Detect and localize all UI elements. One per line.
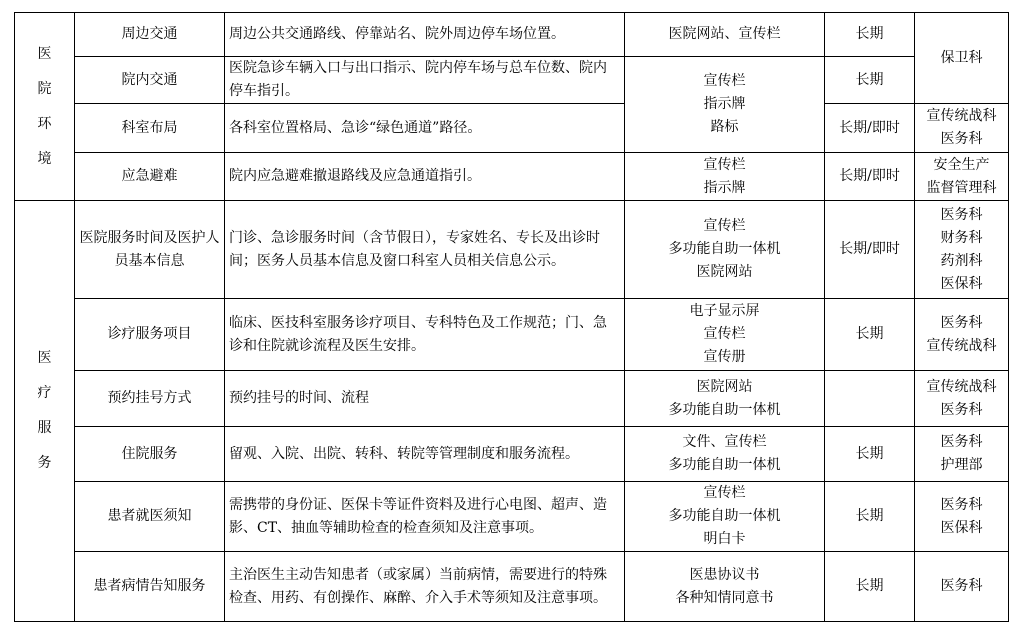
channel-cell: 医院网站 多功能自助一体机 xyxy=(625,371,825,427)
channel-cell: 医患协议书 各种知情同意书 xyxy=(625,552,825,622)
content-cell: 需携带的身份证、医保卡等证件资料及进行心电图、超声、造影、CT、抽血等辅助检查的检查须知及注意事项。 xyxy=(225,482,625,552)
table-row xyxy=(15,371,1009,427)
dept-cell: 保卫科 xyxy=(915,13,1009,104)
item-cell: 患者病情告知服务 xyxy=(75,552,225,622)
term-cell: 长期 xyxy=(825,299,915,371)
channel-cell: 宣传栏 指示牌 xyxy=(625,153,825,201)
content-cell: 院内应急避难撤退路线及应急通道指引。 xyxy=(225,153,625,201)
item-cell: 预约挂号方式 xyxy=(75,371,225,427)
channel-cell: 电子显示屏 宣传栏 宣传册 xyxy=(625,299,825,371)
term-cell: 长期/即时 xyxy=(825,201,915,299)
term-cell: 长期/即时 xyxy=(825,104,915,153)
channel-cell: 宣传栏 指示牌 路标 xyxy=(625,57,825,153)
section-label-medical-service: 医 疗 服 务 xyxy=(15,201,75,622)
item-cell: 医院服务时间及医护人员基本信息 xyxy=(75,201,225,299)
table-row xyxy=(15,482,1009,552)
term-cell: 长期 xyxy=(825,57,915,104)
content-cell: 预约挂号的时间、流程 xyxy=(225,371,625,427)
item-cell: 院内交通 xyxy=(75,57,225,104)
dept-cell: 医务科 xyxy=(915,552,1009,622)
term-cell: 长期 xyxy=(825,482,915,552)
dept-cell: 医务科 财务科 药剂科 医保科 xyxy=(915,201,1009,299)
table-row xyxy=(15,13,1009,57)
item-cell: 住院服务 xyxy=(75,427,225,482)
content-cell: 临床、医技科室服务诊疗项目、专科特色及工作规范；门、急诊和住院就诊流程及医生安排。 xyxy=(225,299,625,371)
item-cell: 科室布局 xyxy=(75,104,225,153)
section-label-environment: 医 院 环 境 xyxy=(15,13,75,201)
table-row xyxy=(15,427,1009,482)
table-row xyxy=(15,153,1009,201)
table-row xyxy=(15,104,1009,153)
content-cell: 医院急诊车辆入口与出口指示、院内停车场与总车位数、院内停车指引。 xyxy=(225,57,625,104)
content-cell: 周边公共交通路线、停靠站名、院外周边停车场位置。 xyxy=(225,13,625,57)
content-cell: 留观、入院、出院、转科、转院等管理制度和服务流程。 xyxy=(225,427,625,482)
disclosure-table xyxy=(14,12,1009,622)
channel-cell: 宣传栏 多功能自助一体机 医院网站 xyxy=(625,201,825,299)
content-cell: 门诊、急诊服务时间（含节假日），专家姓名、专长及出诊时间；医务人员基本信息及窗口科室人员相关信息公示。 xyxy=(225,201,625,299)
dept-cell: 医务科 宣传统战科 xyxy=(915,299,1009,371)
channel-cell: 医院网站、宣传栏 xyxy=(625,13,825,57)
dept-cell: 宣传统战科 医务科 xyxy=(915,371,1009,427)
dept-cell: 医务科 医保科 xyxy=(915,482,1009,552)
table-row xyxy=(15,201,1009,299)
dept-cell: 医务科 护理部 xyxy=(915,427,1009,482)
channel-cell: 文件、宣传栏 多功能自助一体机 xyxy=(625,427,825,482)
term-cell xyxy=(825,371,915,427)
term-cell: 长期 xyxy=(825,13,915,57)
dept-cell: 宣传统战科 医务科 xyxy=(915,104,1009,153)
term-cell: 长期 xyxy=(825,427,915,482)
table-row xyxy=(15,57,1009,104)
content-cell: 各科室位置格局、急诊“绿色通道”路径。 xyxy=(225,104,625,153)
channel-cell: 宣传栏 多功能自助一体机 明白卡 xyxy=(625,482,825,552)
term-cell: 长期 xyxy=(825,552,915,622)
item-cell: 患者就医须知 xyxy=(75,482,225,552)
term-cell: 长期/即时 xyxy=(825,153,915,201)
table-row xyxy=(15,299,1009,371)
table-row xyxy=(15,552,1009,622)
item-cell: 应急避难 xyxy=(75,153,225,201)
item-cell: 周边交通 xyxy=(75,13,225,57)
item-cell: 诊疗服务项目 xyxy=(75,299,225,371)
document-page xyxy=(14,12,1009,622)
content-cell: 主治医生主动告知患者（或家属）当前病情，需要进行的特殊检查、用药、有创操作、麻醉、介入手术等须知及注意事项。 xyxy=(225,552,625,622)
dept-cell: 安全生产 监督管理科 xyxy=(915,153,1009,201)
